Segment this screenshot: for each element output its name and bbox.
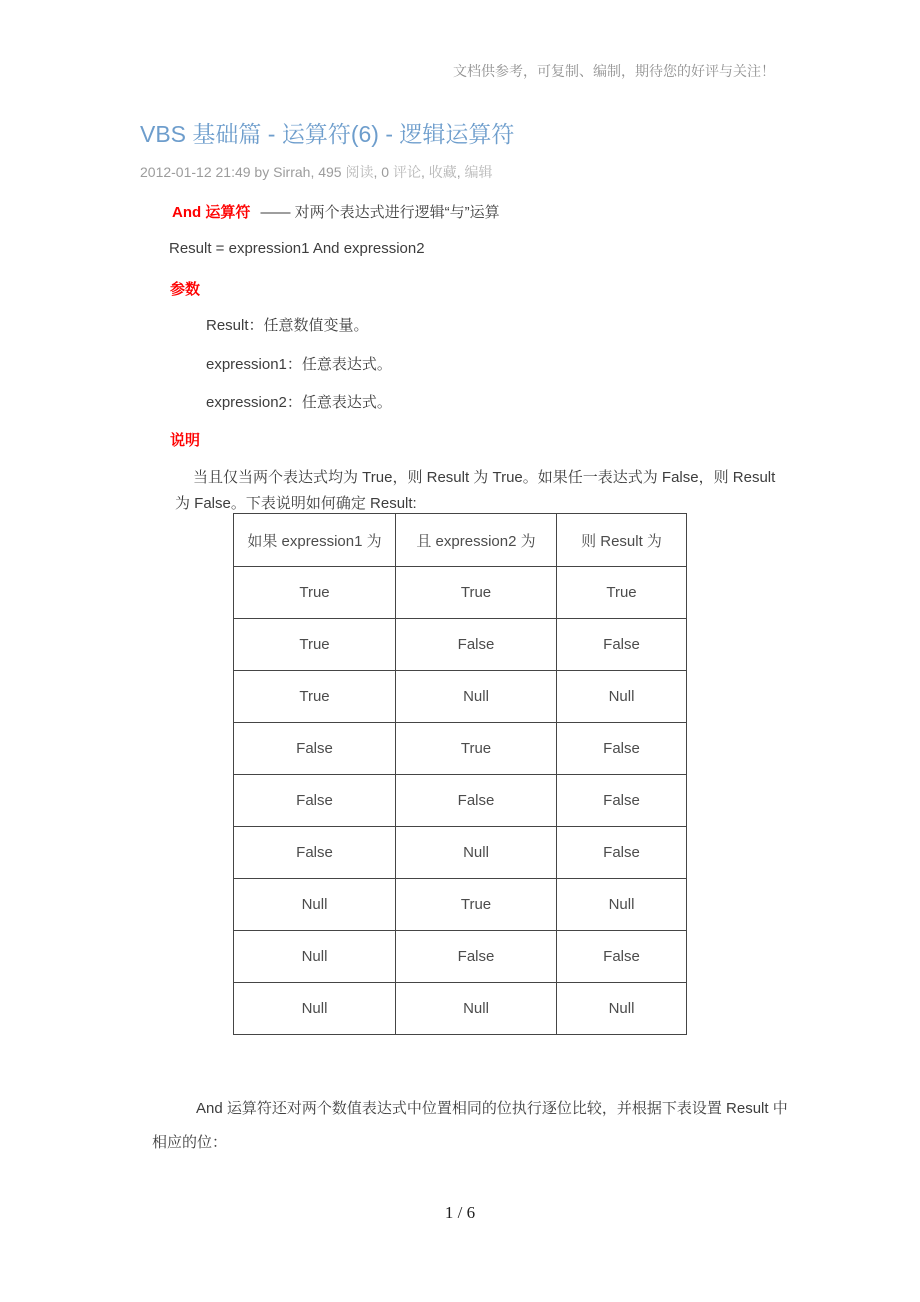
truth-table-header-row [234,514,687,567]
meta-action-label: 收藏 [428,164,457,180]
truth-table-cell: False [557,619,687,671]
table-row [234,983,687,1035]
param-result: Result：任意数值变量。 [206,317,369,334]
param-expression1: expression1：任意表达式。 [206,356,392,373]
meta-action-label: 评论 [392,164,421,180]
header-note: 文档供参考，可复制、编制，期待您的好评与关注！ [453,63,775,79]
table-row [234,879,687,931]
table-row [234,775,687,827]
remarks-heading: 说明 [170,432,201,449]
truth-table-cell: False [234,827,396,879]
truth-table-cell: False [557,827,687,879]
truth-table-header-cell: 且 expression2 为 [396,514,557,567]
truth-table-cell: True [557,567,687,619]
table-row [234,827,687,879]
truth-table-cell: True [396,567,557,619]
truth-table-header-cell: 如果 expression1 为 [234,514,396,567]
truth-table-cell: True [234,671,396,723]
truth-table-header-cell: 则 Result 为 [557,514,687,567]
truth-table-cell: Null [557,879,687,931]
truth-table-cell: False [234,723,396,775]
truth-table-cell: False [557,723,687,775]
truth-table-cell: False [234,775,396,827]
and-operator-line [172,201,500,222]
truth-table-cell: True [396,879,557,931]
table-row [234,619,687,671]
truth-table-cell: Null [396,983,557,1035]
truth-table-cell: Null [557,671,687,723]
truth-table-cell: False [557,931,687,983]
truth-table-cell: Null [234,983,396,1035]
post-meta [140,162,493,182]
truth-table-cell: Null [234,931,396,983]
truth-table-cell: Null [396,827,557,879]
meta-text: 2012-01-12 21:49 by Sirrah, 495 [140,164,346,180]
param-expression2: expression2：任意表达式。 [206,394,392,411]
truth-table-body [234,567,687,1035]
truth-table-cell: True [234,567,396,619]
meta-text: , 0 [373,164,393,180]
meta-action-label: 编辑 [464,164,493,180]
and-operator-description: —— 对两个表达式进行逻辑“与”运算 [256,204,500,221]
truth-table-cell: Null [396,671,557,723]
bitwise-paragraph: And 运算符还对两个数值表达式中位置相同的位执行逐位比较，并根据下表设置 Result 中相应的位： [152,1100,788,1151]
and-operator-heading: And 运算符 [172,204,251,221]
truth-table [233,513,687,1035]
syntax-line: Result = expression1 And expression2 [169,240,425,257]
page-number: 1 / 6 [444,1203,476,1222]
meta-action-label: 阅读 [345,164,374,180]
table-row [234,567,687,619]
truth-table-cell: Null [234,879,396,931]
truth-table-cell: Null [557,983,687,1035]
meta-text: , [420,164,429,180]
truth-table-cell: True [234,619,396,671]
truth-table-cell: False [396,775,557,827]
truth-table-cell: True [396,723,557,775]
table-row [234,671,687,723]
truth-table-cell: False [396,619,557,671]
table-row [234,931,687,983]
meta-text: , [456,164,465,180]
page-title: VBS 基础篇 - 运算符(6) - 逻辑运算符 [140,121,515,147]
params-heading: 参数 [170,281,201,298]
remarks-paragraph: 当且仅当两个表达式均为 True，则 Result 为 True。如果任一表达式为 False，则 Result 为 False。下表说明如何确定 Result: [175,469,776,512]
truth-table-cell: False [396,931,557,983]
table-row [234,723,687,775]
truth-table-head [234,514,687,567]
truth-table-cell: False [557,775,687,827]
